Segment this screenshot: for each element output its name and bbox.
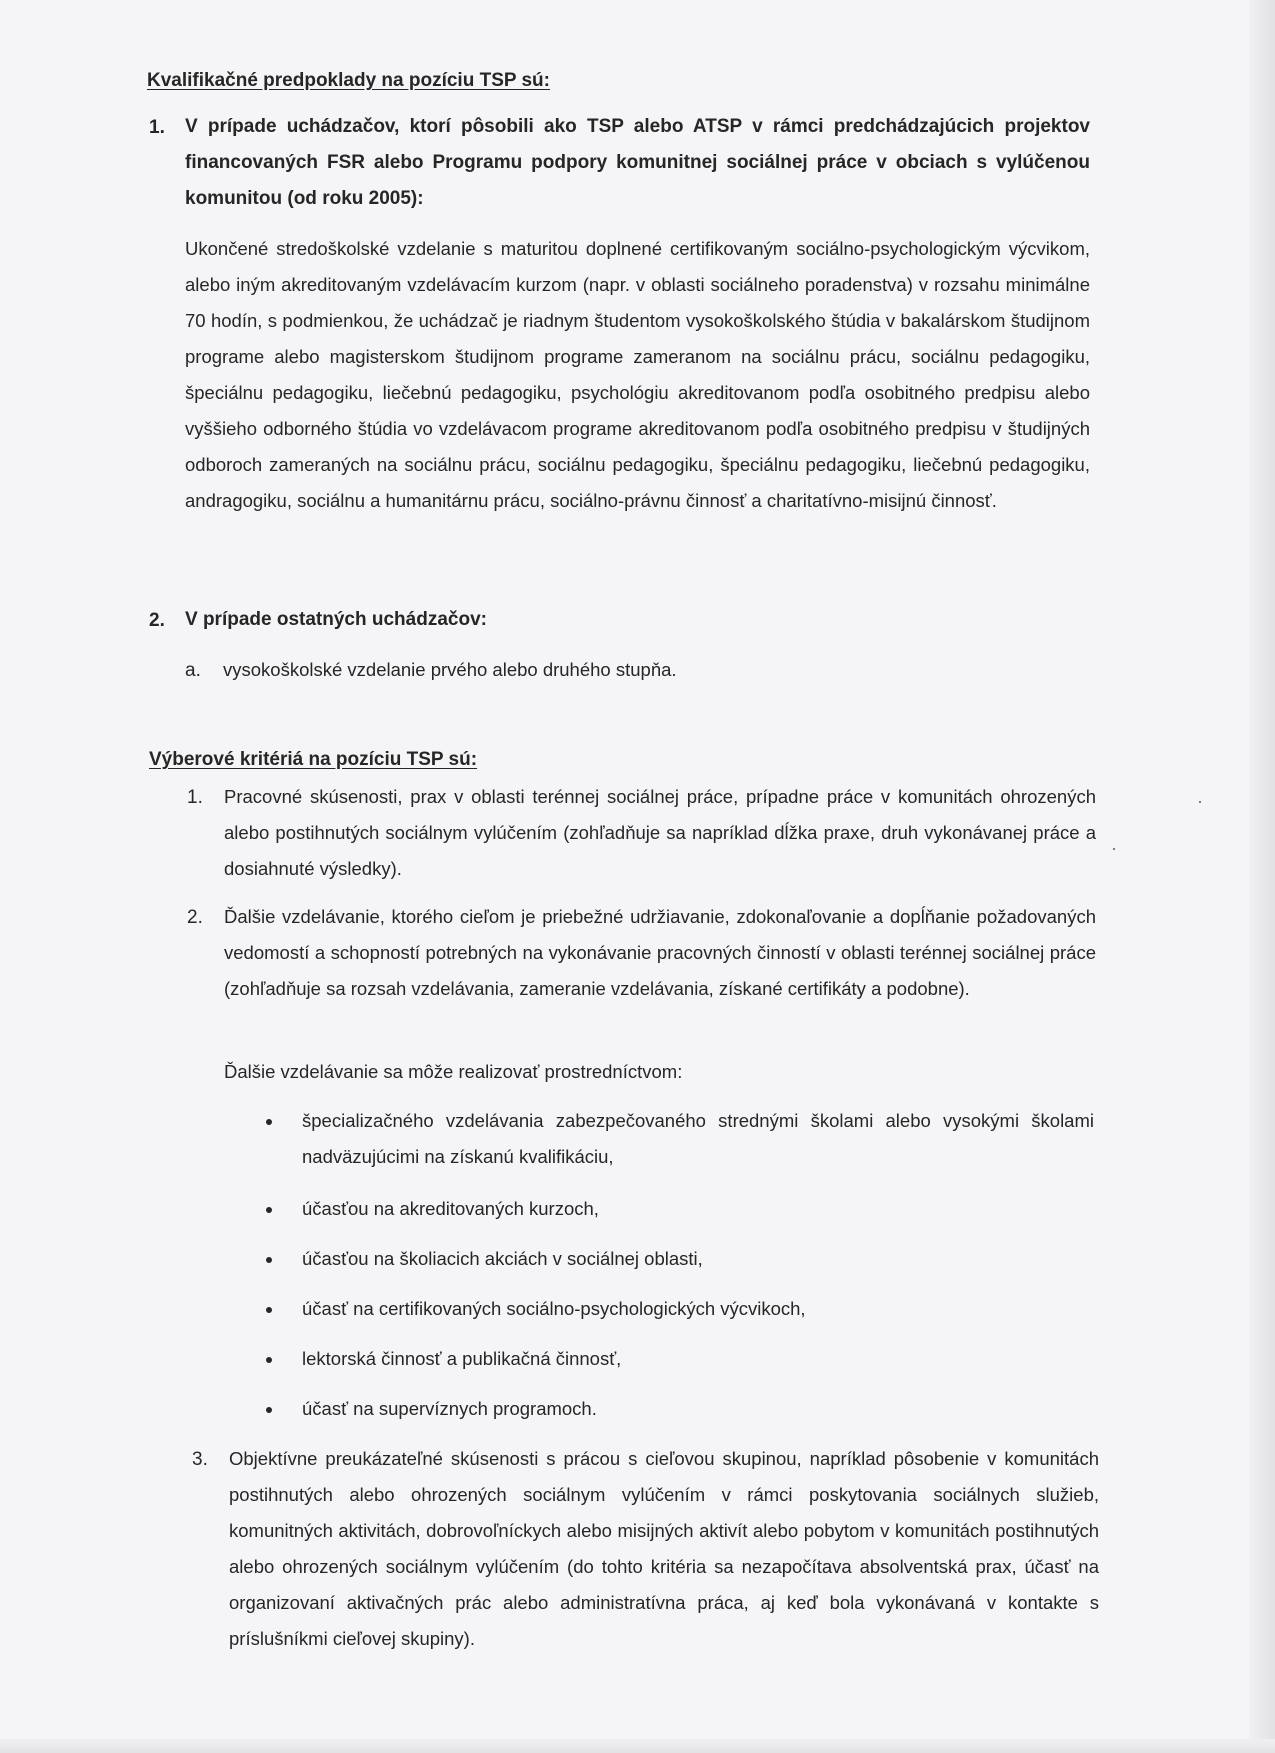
bullet-icon [266, 1207, 272, 1213]
criterion-title: V prípade ostatných uchádzačov: [185, 609, 487, 630]
section-heading-selection-criteria: Výberové kritériá na pozíciu TSP sú: [149, 749, 478, 770]
bullet-item: účasť na certifikovaných sociálno-psychologických výcvikoch, [302, 1298, 806, 1319]
bullet-icon [266, 1307, 272, 1313]
criterion-text: Ďalšie vzdelávanie, ktorého cieľom je priebežné udržiavanie, zdokonaľovanie a dopĺňanie požadovaných vedomostí a schopností potrebných na vykonávanie pracovných činností v oblasti terénnej sociálnej práce (zohľadňuje sa rozsah vzdelávania, zameranie vzdelávania, získané certifikáty a podobne). [224, 906, 1096, 999]
bullet-item: účasťou na školiacich akciách v sociálnej oblasti, [302, 1248, 703, 1269]
bullet-item: lektorská činnosť a publikačná činnosť, [302, 1348, 622, 1369]
list-number: 1. [187, 787, 203, 808]
bullet-icon [266, 1257, 272, 1263]
education-intro: Ďalšie vzdelávanie sa môže realizovať prostredníctvom: [224, 1061, 683, 1082]
criterion-text: Objektívne preukázateľné skúsenosti s prácou s cieľovou skupinou, napríklad pôsobenie v komunitách postihnutých alebo ohrozených sociálnym vylúčením v rámci poskytovania sociálnych služieb, komunitných aktivitách, dobrovoľníckych alebo misijných aktivít alebo pobytom v komunitách postihnutých alebo ohrozených sociálnym vylúčením (do tohto kritéria sa nezapočítava absolventská prax, účasť na organizovaní aktivačných prác alebo administratívna práca, aj keď bola vykonávaná v kontakte s príslušníkmi cieľovej skupiny). [229, 1448, 1099, 1649]
sub-item-text: vysokoškolské vzdelanie prvého alebo druhého stupňa. [223, 659, 677, 680]
list-number: 2. [149, 610, 165, 631]
page-edge-shadow [1249, 0, 1275, 1753]
sub-letter: a. [185, 660, 201, 681]
scan-speck [1199, 801, 1201, 803]
bullet-icon [266, 1407, 272, 1413]
list-number: 2. [187, 907, 203, 928]
criterion-title: V prípade uchádzačov, ktorí pôsobili ako TSP alebo ATSP v rámci predchádzajúcich projektov financovaných FSR alebo Programu podpory komunitnej sociálnej práce v obciach s vylúčenou komunitou (od roku 2005): [185, 116, 1090, 209]
bullet-icon [266, 1357, 272, 1363]
page-bottom-shadow [0, 1739, 1275, 1753]
list-number: 3. [192, 1449, 208, 1470]
section-heading-qualifications: Kvalifikačné predpoklady na pozíciu TSP sú: [147, 70, 550, 91]
scan-speck [1113, 848, 1115, 850]
criterion-text: Pracovné skúsenosti, prax v oblasti terénnej sociálnej práce, prípadne práce v komunitách ohrozených alebo postihnutých sociálnym vylúčením (zohľadňuje sa napríklad dĺžka praxe, druh vykonávanej práce a dosiahnuté výsledky). [224, 786, 1096, 879]
criterion-text: Ukončené stredoškolské vzdelanie s maturitou doplnené certifikovaným sociálno-psychologickým výcvikom, alebo iným akreditovaným vzdelávacím kurzom (napr. v oblasti sociálneho poradenstva) v rozsahu minimálne 70 hodín, s podmienkou, že uchádzač je riadnym študentom vysokoškolského štúdia v bakalárskom študijnom programe alebo magisterskom študijnom programe zameranom na sociálnu prácu, sociálnu pedagogiku, špeciálnu pedagogiku, liečebnú pedagogiku, psychológiu akreditovanom podľa osobitného predpisu alebo vyššieho odborného štúdia vo vzdelávacom programe akreditovanom podľa osobitného predpisu v študijných odboroch zameraných na sociálnu prácu, sociálnu pedagogiku, špeciálnu pedagogiku, liečebnú pedagogiku, andragogiku, sociálnu a humanitárnu prácu, sociálno-právnu činnosť a charitatívno-misijnú činnosť. [185, 238, 1090, 511]
list-number: 1. [149, 117, 165, 138]
bullet-icon [266, 1119, 272, 1125]
bullet-item: špecializačného vzdelávania zabezpečovaného strednými školami alebo vysokými školami nadväzujúcimi na získanú kvalifikáciu, [302, 1110, 1094, 1167]
bullet-item: účasťou na akreditovaných kurzoch, [302, 1198, 599, 1219]
bullet-item: účasť na supervíznych programoch. [302, 1398, 597, 1419]
